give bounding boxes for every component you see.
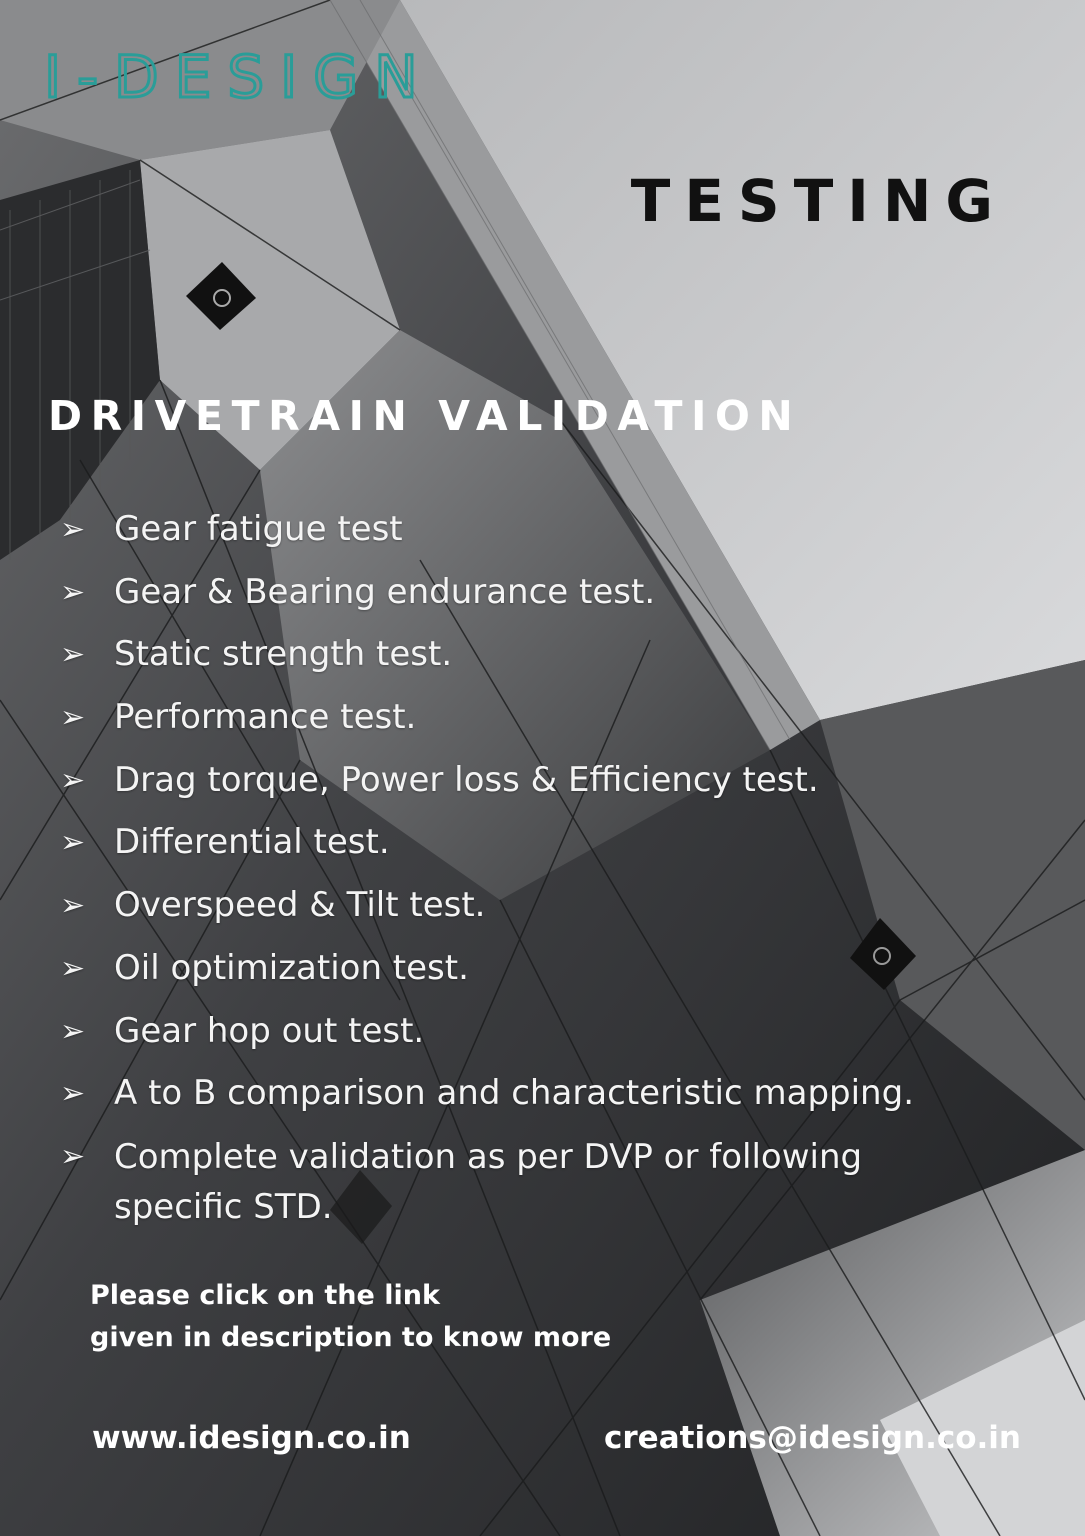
brand-logo: I-DESIGN: [44, 43, 434, 111]
section-title: DRIVETRAIN VALIDATION: [48, 392, 802, 440]
cta-line-1: Please click on the link: [90, 1280, 440, 1311]
arrow-bullet-icon: ➢: [60, 637, 86, 673]
list-item: ➢ A to B comparison and characteristic mapping.: [60, 1069, 1050, 1132]
arrow-bullet-icon: ➢: [60, 762, 86, 798]
list-item: ➢ Gear hop out test.: [60, 1007, 1050, 1070]
list-item: ➢ Drag torque, Power loss & Efficiency test.: [60, 756, 1050, 819]
website-link[interactable]: www.idesign.co.in: [92, 1420, 411, 1456]
list-item: ➢ Complete validation as per DVP or following specific STD.: [60, 1132, 1050, 1232]
arrow-bullet-icon: ➢: [60, 950, 86, 986]
arrow-bullet-icon: ➢: [60, 700, 86, 736]
email-link[interactable]: creations@idesign.co.in: [604, 1420, 1021, 1456]
list-item: ➢ Differential test.: [60, 818, 1050, 881]
page-title: TESTING: [630, 167, 1007, 235]
list-item: ➢ Gear fatigue test: [60, 505, 1050, 568]
arrow-bullet-icon: ➢: [60, 825, 86, 861]
list-item: ➢ Static strength test.: [60, 630, 1050, 693]
list-item: ➢ Oil optimization test.: [60, 944, 1050, 1007]
arrow-bullet-icon: ➢: [60, 1013, 86, 1049]
arrow-bullet-icon: ➢: [60, 574, 86, 610]
arrow-bullet-icon: ➢: [60, 1076, 86, 1112]
list-item: ➢ Performance test.: [60, 693, 1050, 756]
arrow-bullet-icon: ➢: [60, 512, 86, 547]
test-list: [60, 505, 1050, 1232]
arrow-bullet-icon: ➢: [60, 888, 86, 924]
list-item: ➢ Gear & Bearing endurance test.: [60, 568, 1050, 631]
call-to-action: [90, 1275, 611, 1359]
list-item: ➢ Overspeed & Tilt test.: [60, 881, 1050, 944]
arrow-bullet-icon: ➢: [60, 1138, 86, 1174]
cta-line-2: given in description to know more: [90, 1322, 612, 1353]
